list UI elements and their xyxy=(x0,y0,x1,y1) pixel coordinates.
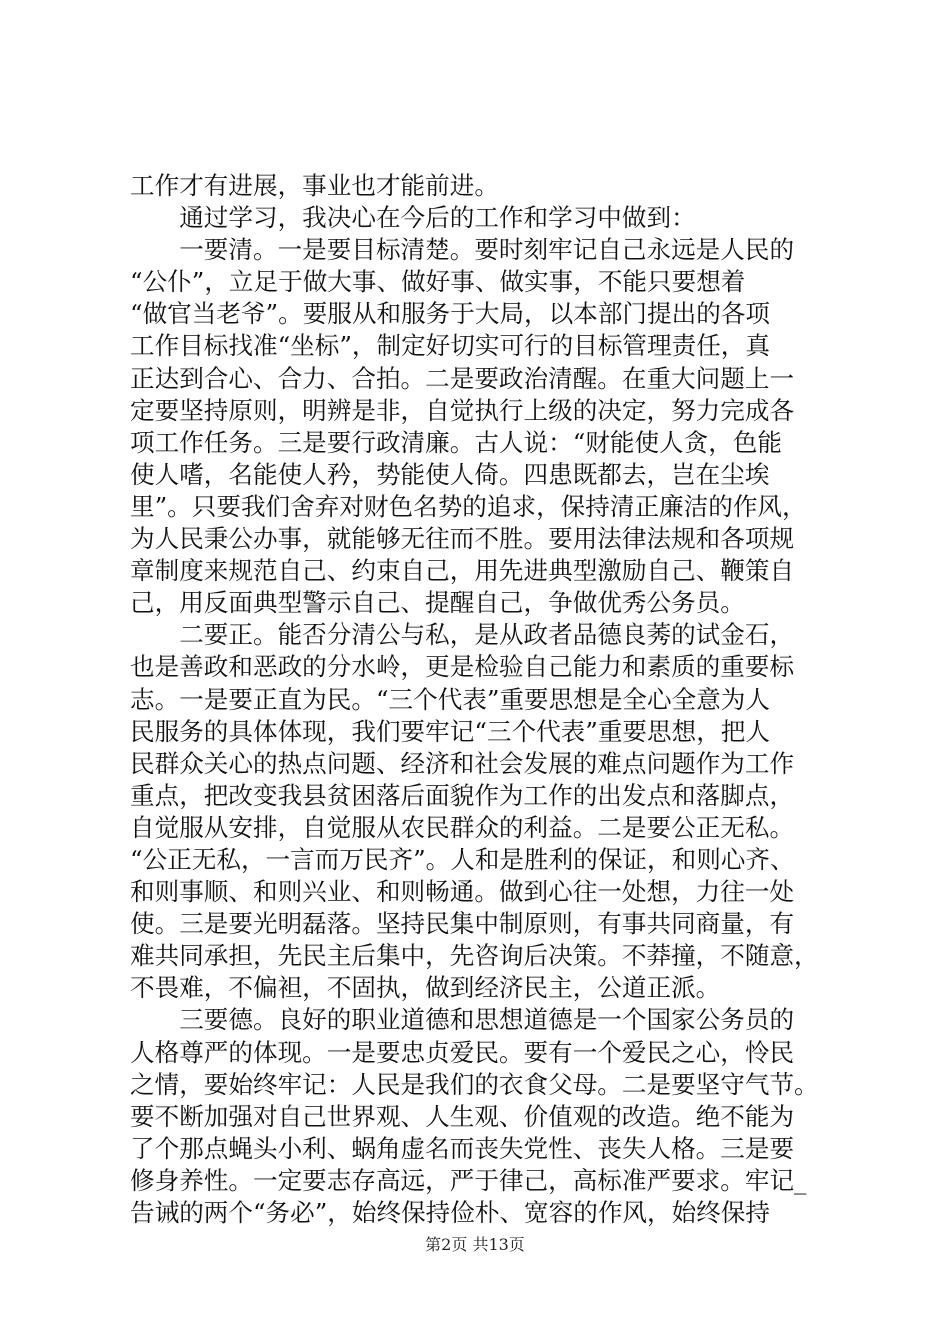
text-line: 人格尊严的体现。一是要忠贞爱民。要有一个爱民之心，怜民 xyxy=(130,1037,795,1067)
text-line: 一要清。一是要目标清楚。要时刻牢记自己永远是人民的 xyxy=(130,235,795,265)
text-line: 里”。只要我们舍弃对财色名势的追求，保持清正廉洁的作风， xyxy=(130,491,807,521)
text-line: 定要坚持原则，明辨是非，自觉执行上级的决定，努力完成各 xyxy=(130,395,795,425)
text-line: 为人民秉公办事，就能够无往而不胜。要用法律法规和各项规 xyxy=(130,524,795,554)
text-line: 三要德。良好的职业道德和思想道德是一个国家公务员的 xyxy=(130,1005,795,1035)
text-line: 了个那点蝇头小利、蜗角虚名而丧失党性、丧失人格。三是要 xyxy=(130,1133,795,1163)
text-line: 和则事顺、和则兴业、和则畅通。做到心往一处想，力往一处 xyxy=(130,877,795,907)
text-line: 二要正。能否分清公与私，是从政者品德良莠的试金石， xyxy=(130,620,795,650)
text-line: 之情，要始终牢记：人民是我们的衣食父母。二是要坚守气节。 xyxy=(130,1069,819,1099)
text-line: 要不断加强对自己世界观、人生观、价值观的改造。绝不能为 xyxy=(130,1101,795,1131)
page-number-footer: 第2页 共13页 xyxy=(425,1235,525,1254)
text-line: 使。三是要光明磊落。坚持民集中制原则，有事共同商量，有 xyxy=(130,909,795,939)
text-line: 不畏难，不偏袒，不固执，做到经济民主，公道正派。 xyxy=(130,973,721,1003)
text-line: 民群众关心的热点问题、经济和社会发展的难点问题作为工作 xyxy=(130,748,795,778)
text-line: 工作才有进展，事业也才能前进。 xyxy=(130,171,499,200)
text-line: 重点，把改变我县贫困落后面貌作为工作的出发点和落脚点， xyxy=(130,780,795,810)
text-line: 使人嗜，名能使人矜，势能使人倚。四患既都去，岂在尘埃 xyxy=(130,459,770,489)
text-line: “做官当老爷”。要服从和服务于大局，以本部门提出的各项 xyxy=(130,299,770,329)
text-line: 工作目标找准“坐标”，制定好切实可行的目标管理责任，真 xyxy=(130,331,770,361)
text-line: “公仆”，立足于做大事、做好事、做实事，不能只要想着 xyxy=(130,267,746,297)
text-line: “公正无私，一言而万民齐”。人和是胜利的保证，和则心齐、 xyxy=(130,844,795,874)
text-line: 正达到合心、合力、合拍。二是要政治清醒。在重大问题上一 xyxy=(130,363,795,393)
text-line: 通过学习，我决心在今后的工作和学习中做到： xyxy=(130,203,696,233)
body-text xyxy=(130,170,850,1229)
text-line: 己，用反面典型警示自己、提醒自己，争做优秀公务员。 xyxy=(130,588,745,618)
text-line: 章制度来规范自己、约束自己，用先进典型激励自己、鞭策自 xyxy=(130,556,795,586)
text-line: 志。一是要正直为民。“三个代表”重要思想是全心全意为人 xyxy=(130,684,770,714)
text-line: 自觉服从安排，自觉服从农民群众的利益。二是要公正无私。 xyxy=(130,812,795,842)
text-line: 项工作任务。三是要行政清廉。古人说：“财能使人贪，色能 xyxy=(130,427,783,457)
text-line: 也是善政和恶政的分水岭，更是检验自己能力和素质的重要标 xyxy=(130,652,795,682)
text-line: 难共同承担，先民主后集中，先咨询后决策。不莽撞，不随意， xyxy=(130,941,819,971)
text-line: 修身养性。一定要志存高远，严于律己，高标准严要求。牢记_ xyxy=(130,1165,807,1195)
text-line: 告诫的两个“务必”，始终保持俭朴、宽容的作风，始终保持 xyxy=(130,1198,770,1227)
text-line: 民服务的具体体现，我们要牢记“三个代表”重要思想，把人 xyxy=(130,716,770,746)
